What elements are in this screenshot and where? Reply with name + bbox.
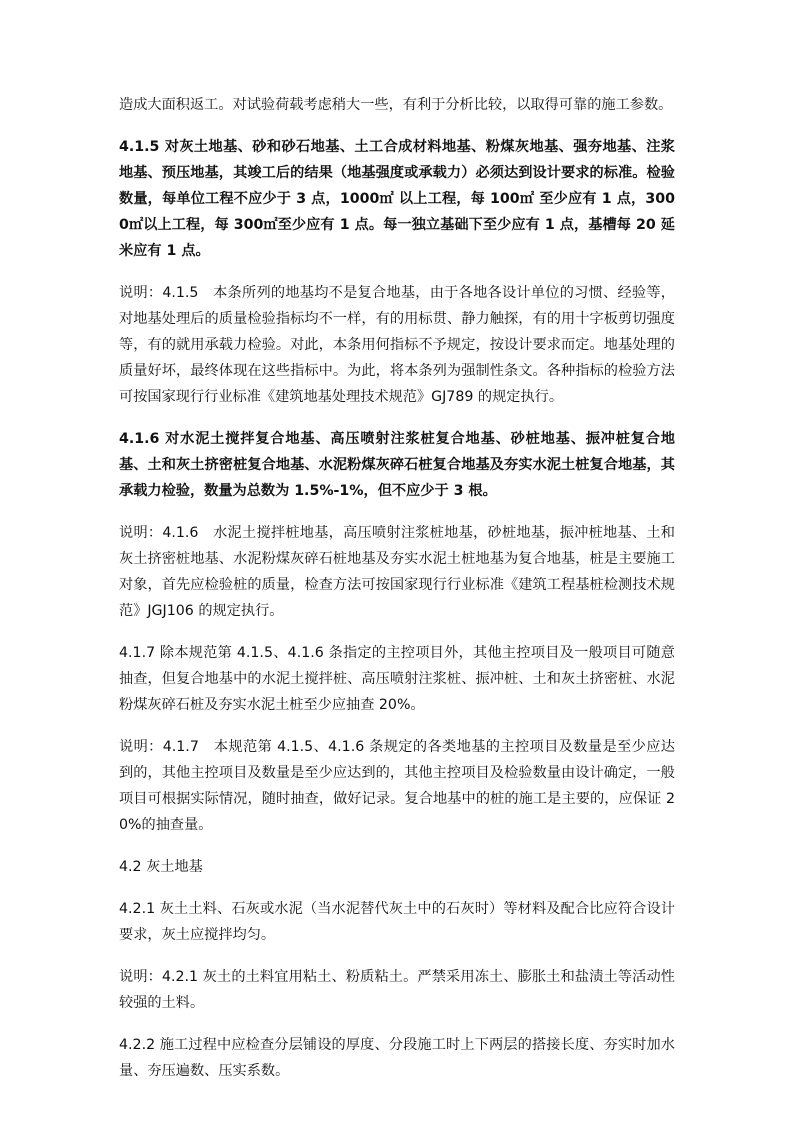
clause-4-2-2: 4.2.2 施工过程中应检查分层铺设的厚度、分段施工时上下两层的搭接长度、夯实时加水量、夯压遍数、压实系数。 [119,1037,675,1079]
note-4-1-7: 说明：4.1.7 本规范第 4.1.5、4.1.6 条规定的各类地基的主控项目及数量是至少应达到的，其他主控项目及数量是至少应达到的，其他主控项目及检验数量由设计确定，一般项目可根据实际情况，随时抽查，做好记录。复合地基中的桩的施工是主要的，应保证 20%的抽查量。 [119,739,675,833]
document-page [119,92,675,1100]
paragraph-intro-continuation: 造成大面积返工。对试验荷载考虑稍大一些，有利于分析比较，以取得可靠的施工参数。 [119,97,673,113]
note-4-2-1: 说明：4.2.1 灰土的土料宜用粘土、粉质粘土。严禁采用冻土、膨胀土和盐渍土等活动性较强的土料。 [119,969,675,1011]
clause-4-2-1: 4.2.1 灰土土料、石灰或水泥（当水泥替代灰土中的石灰时）等材料及配合比应符合设计要求，灰土应搅拌均匀。 [119,901,675,943]
note-4-1-6: 说明：4.1.6 水泥土搅拌桩地基，高压喷射注浆桩地基，砂桩地基，振冲桩地基、土和灰土挤密桩地基、水泥粉煤灰碎石桩地基及夯实水泥土桩地基为复合地基，桩是主要施工对象，首先应检验桩的质量，检查方法可按国家现行行业标准《建筑工程基桩检测技术规范》JGJ106 的规定执行。 [119,525,675,619]
clause-4-1-5: 4.1.5 对灰土地基、砂和砂石地基、土工合成材料地基、粉煤灰地基、强夯地基、注浆地基、预压地基，其竣工后的结果（地基强度或承载力）必须达到设计要求的标准。检验数量，每单位工程不应少于 3 点，1000㎡ 以上工程，每 100㎡ 至少应有 1 点，3000㎡以上工程，每 300㎡至少应有 1 点。每一独立基础下至少应有 1 点，基槽每 20 延米应有 1 点。 [119,139,675,259]
clause-4-1-7: 4.1.7 除本规范第 4.1.5、4.1.6 条指定的主控项目外，其他主控项目及一般项目可随意抽查，但复合地基中的水泥土搅拌桩、高压喷射注浆桩、振冲桩、土和灰土挤密桩、水泥粉煤灰碎石桩及夯实水泥土桩至少应抽查 20%。 [119,645,675,713]
clause-4-1-6: 4.1.6 对水泥土搅拌复合地基、高压喷射注浆桩复合地基、砂桩地基、振冲桩复合地基、土和灰土挤密桩复合地基、水泥粉煤灰碎石桩复合地基及夯实水泥土桩复合地基，其承载力检验，数量为总数为 1.5%-1%，但不应少于 3 根。 [119,431,675,499]
section-heading-4-2: 4.2 灰土地基 [119,859,203,875]
note-4-1-5: 说明：4.1.5 本条所列的地基均不是复合地基，由于各地各设计单位的习惯、经验等，对地基处理后的质量检验指标均不一样，有的用标贯、静力触探，有的用十字板剪切强度等，有的就用承载力检验。对此，本条用何指标不予规定，按设计要求而定。地基处理的质量好坏，最终体现在这些指标中。为此，将本条列为强制性条文。各种指标的检验方法可按国家现行行业标准《建筑地基处理技术规范》GJ789 的规定执行。 [119,285,675,405]
